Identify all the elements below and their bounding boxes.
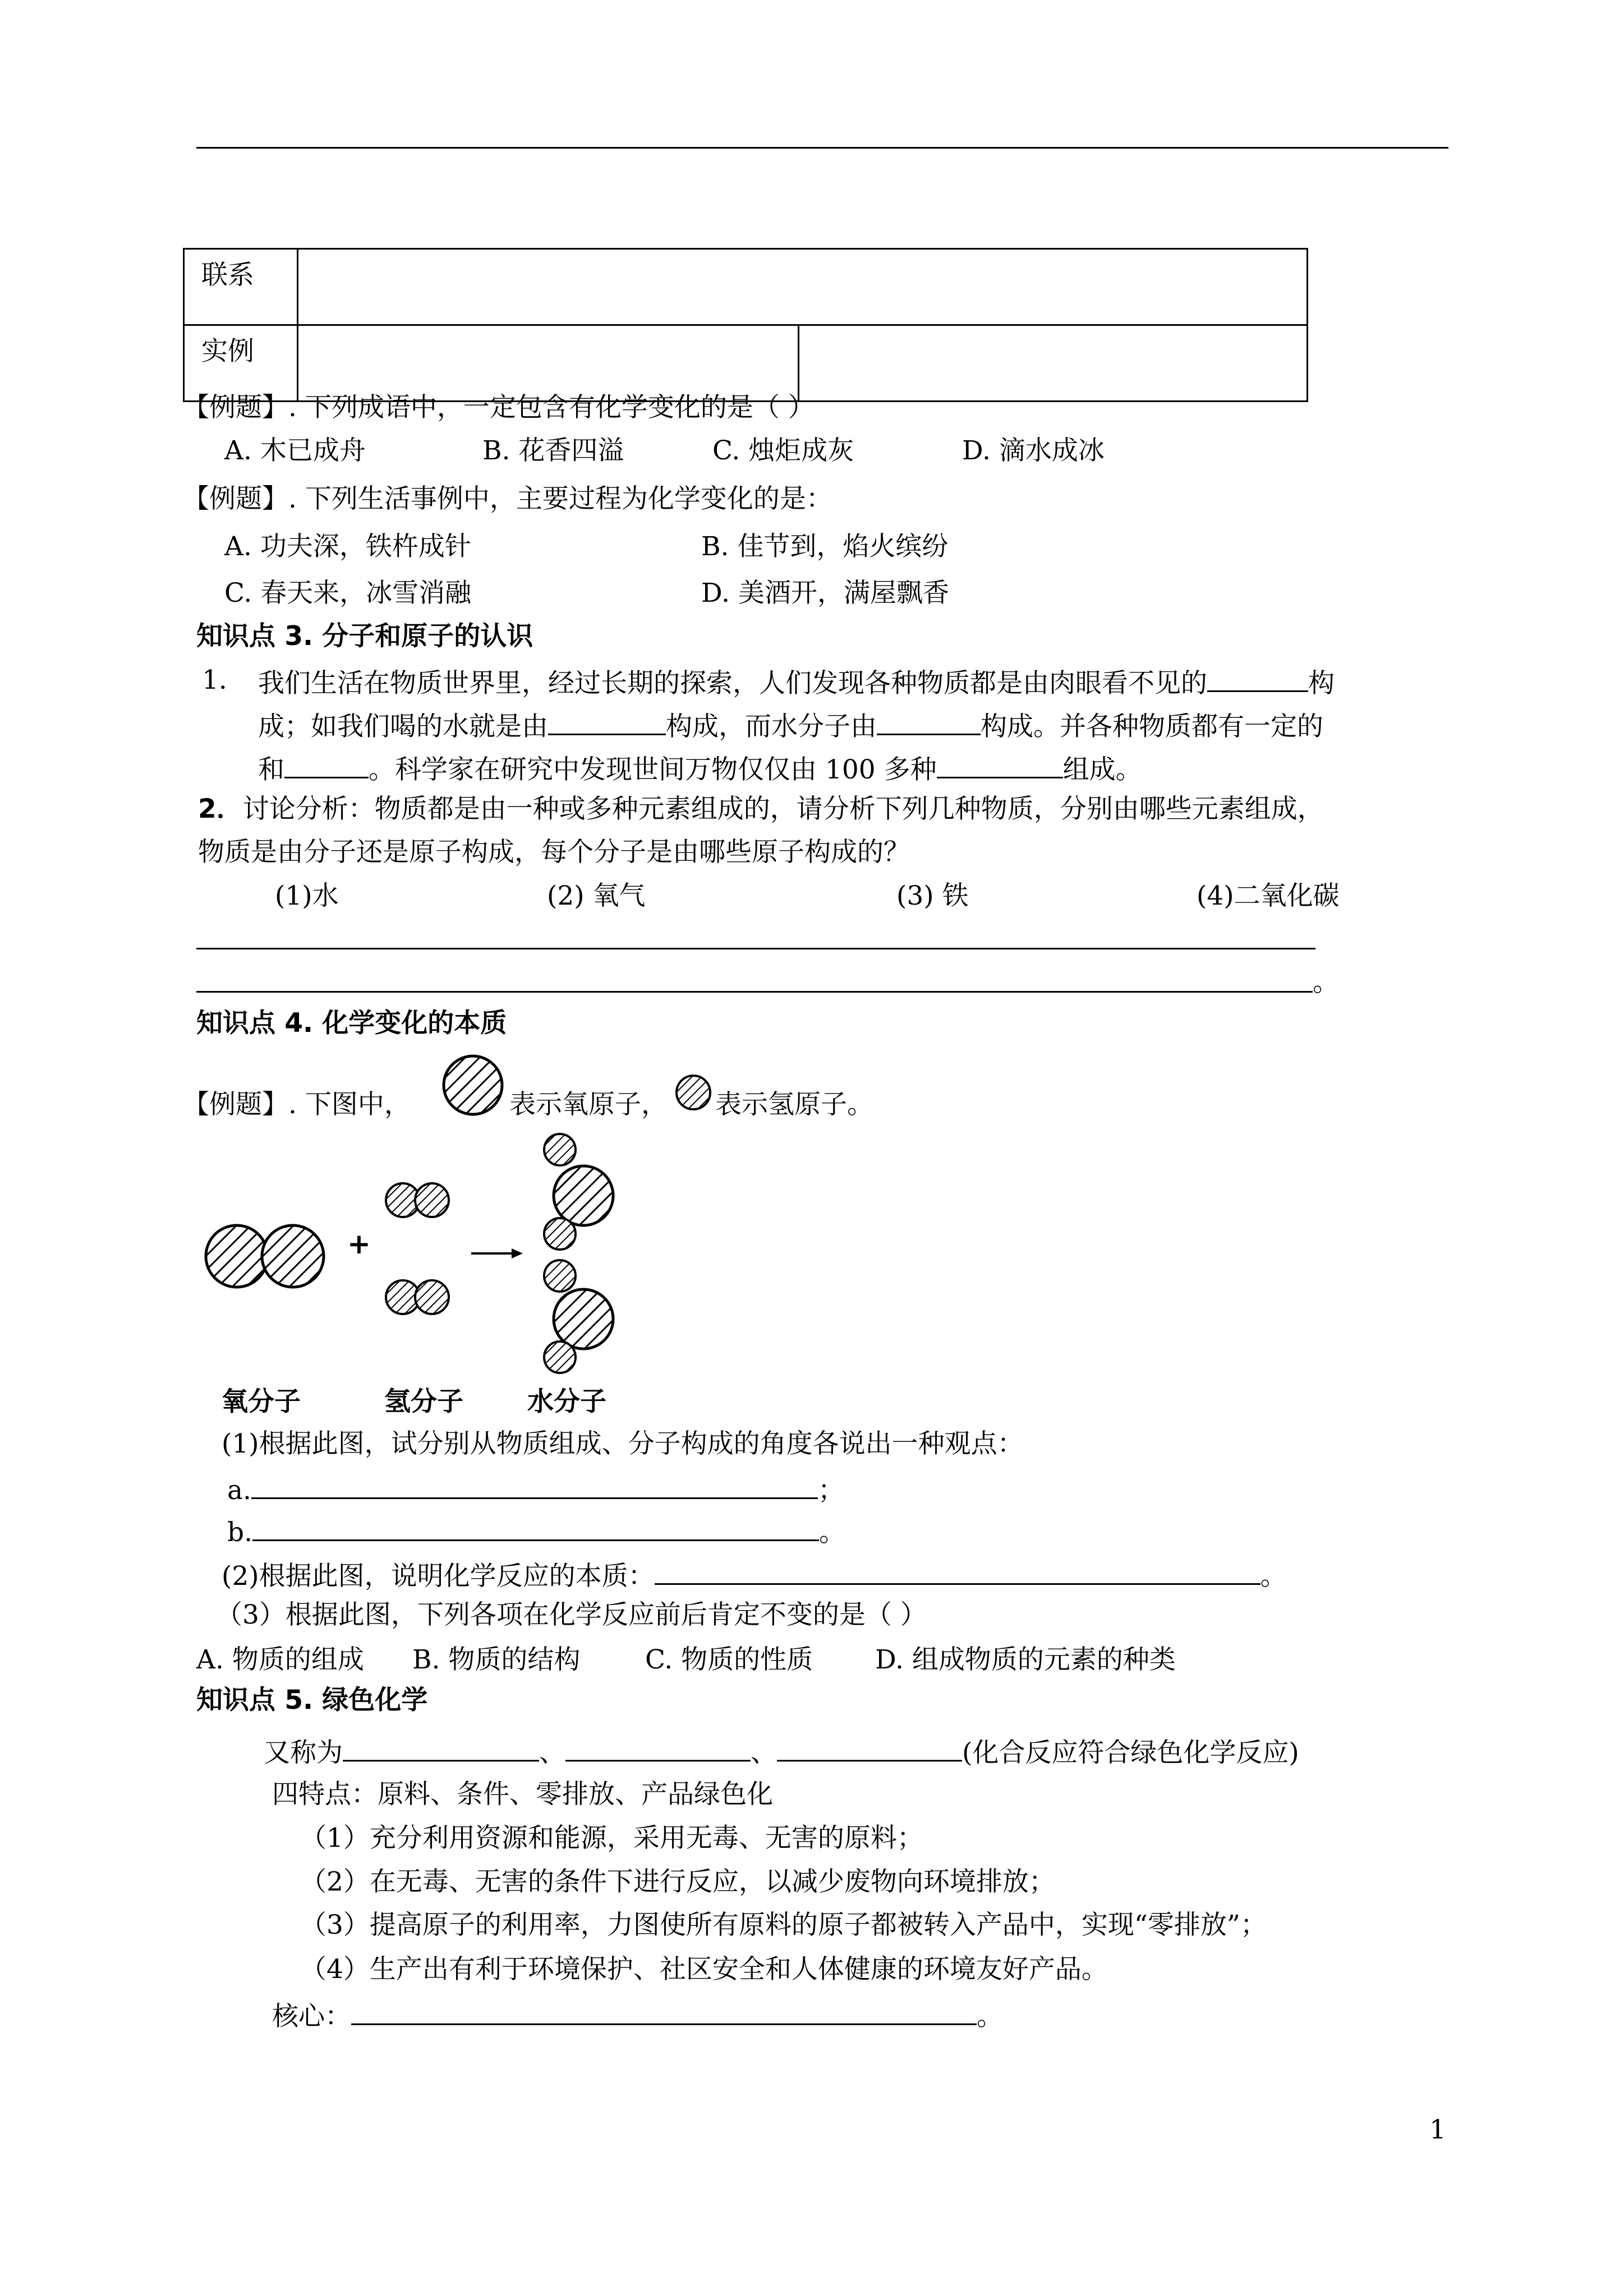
arrow-right-icon: [471, 1248, 523, 1258]
reaction-diagram: [191, 1127, 640, 1419]
answer-blank[interactable]: [548, 707, 666, 735]
answer-line-a: a. ；: [227, 1470, 844, 1507]
plus-sign: +: [347, 1228, 371, 1260]
answer-blank[interactable]: [252, 1513, 819, 1541]
option-d: D. 组成物质的元素的种类: [875, 1644, 1176, 1675]
water-molecule-icon: [544, 1134, 613, 1250]
table-row-relation: [184, 249, 1308, 325]
section-title: 知识点 5. 绿色化学: [196, 1685, 428, 1716]
option-d: D. 滴水成冰: [962, 435, 1105, 466]
item-iron: (3) 铁: [896, 880, 969, 911]
question-line: 又称为 、 、 (化合反应符合绿色化学反应): [264, 1733, 1299, 1770]
water-molecule-icon: [544, 1260, 613, 1373]
answer-blank[interactable]: [937, 750, 1063, 778]
answer-blank[interactable]: [565, 1733, 751, 1762]
oxygen-atom-icon: [440, 1053, 508, 1120]
option-a: A. 功夫深，铁杵成针: [224, 531, 471, 562]
page-number: 1: [1429, 2114, 1446, 2145]
label-hydrogen-molecule: 氢分子: [384, 1386, 463, 1417]
hydrogen-atom-icon: [675, 1074, 715, 1114]
option-d: D. 美酒开，满屋飘香: [701, 578, 949, 608]
section-title: 知识点 3. 分子和原子的认识: [196, 621, 533, 652]
question-line: 物质是由分子还是原子构成，每个分子是由哪些原子构成的？: [198, 837, 910, 868]
hydrogen-molecule-icon: [386, 1183, 449, 1217]
option-b: B. 物质的结构: [412, 1644, 581, 1675]
table-cell-label: 实例: [184, 325, 298, 402]
hydrogen-molecule-icon: [386, 1280, 449, 1314]
table-cell-label: 联系: [184, 249, 298, 325]
item-oxygen: (2) 氧气: [547, 880, 646, 911]
header-rule: [196, 147, 1448, 149]
question-line: 2．讨论分析：物质都是由一种或多种元素组成的，请分析下列几种物质，分别由哪些元素组成，: [198, 794, 1324, 824]
option-c: C. 烛炬成灰: [712, 435, 854, 466]
table-cell-blank[interactable]: [298, 325, 799, 402]
question-line: 和 。科学家在研究中发现世间万物仅仅由 100 多种 组成。: [258, 750, 1142, 787]
core-line: 核心： 。: [272, 1997, 1003, 2034]
period: 。: [1313, 967, 1339, 998]
feature-point: （2）在无毒、无害的条件下进行反应，以减少废物向环境排放；: [300, 1866, 1055, 1897]
example-question: 【例题】. 下列成语中，一定包含有化学变化的是（ ）: [183, 392, 815, 423]
features-line: 四特点：原料、条件、零排放、产品绿色化: [272, 1779, 773, 1810]
answer-blank[interactable]: [251, 1470, 818, 1499]
answer-blank[interactable]: [777, 1733, 962, 1762]
answer-blank[interactable]: [284, 750, 369, 778]
option-b: B. 花香四溢: [482, 435, 624, 466]
example-text: 【例题】. 下图中，: [183, 1089, 411, 1120]
example-text: 表示氢原子。: [715, 1089, 873, 1120]
option-c: C. 春天来，冰雪消融: [224, 578, 472, 608]
label-oxygen-molecule: 氧分子: [222, 1386, 301, 1417]
section-title: 知识点 4. 化学变化的本质: [196, 1008, 507, 1039]
example-question: 【例题】. 下列生活事例中，主要过程为化学变化的是：: [183, 483, 832, 514]
item-co2: (4)二氧化碳: [1197, 880, 1340, 911]
question-line: (1)根据此图，试分别从物质组成、分子构成的角度各说出一种观点：: [222, 1428, 1024, 1459]
answer-blank[interactable]: [1207, 663, 1308, 692]
item-water: (1)水: [275, 880, 339, 911]
feature-point: （1）充分利用资源和能源，采用无毒、无害的原料；: [300, 1823, 923, 1854]
answer-line[interactable]: [196, 991, 1313, 993]
table-row-example: [184, 325, 1308, 402]
table-cell-blank[interactable]: [298, 249, 1308, 325]
oxygen-molecule-icon: [206, 1225, 324, 1287]
answer-blank[interactable]: [343, 1733, 539, 1762]
answer-line[interactable]: [196, 948, 1315, 949]
option-c: C. 物质的性质: [645, 1644, 813, 1675]
example-text: 表示氧原子，: [509, 1089, 668, 1120]
answer-blank[interactable]: [351, 1997, 977, 2025]
option-b: B. 佳节到，焰火缤纷: [701, 531, 949, 562]
question-line: 我们生活在物质世界里，经过长期的探索，人们发现各种物质都是由肉眼看不见的 构: [258, 663, 1335, 700]
label-water-molecule: 水分子: [527, 1386, 606, 1417]
question-line: 成；如我们喝的水就是由 构成，而水分子由 构成。并各种物质都有一定的: [258, 707, 1323, 744]
answer-line-b: b. 。: [227, 1513, 845, 1550]
table-cell-blank[interactable]: [799, 325, 1308, 402]
option-a: A. 木已成舟: [224, 435, 366, 466]
answer-blank[interactable]: [655, 1556, 1260, 1585]
comparison-table: [183, 248, 1308, 402]
question-number: 1.: [202, 665, 227, 695]
feature-point: （4）生产出有利于环境保护、社区安全和人体健康的环境友好产品。: [300, 1954, 1108, 1985]
question-line: （3）根据此图，下列各项在化学反应前后肯定不变的是（ ）: [216, 1599, 927, 1630]
option-a: A. 物质的组成: [196, 1644, 364, 1675]
answer-blank[interactable]: [877, 707, 981, 735]
question-line: (2)根据此图，说明化学反应的本质： 。: [222, 1556, 1287, 1593]
feature-point: （3）提高原子的利用率，力图使所有原料的原子都被转入产品中，实现“零排放”；: [300, 1910, 1267, 1940]
